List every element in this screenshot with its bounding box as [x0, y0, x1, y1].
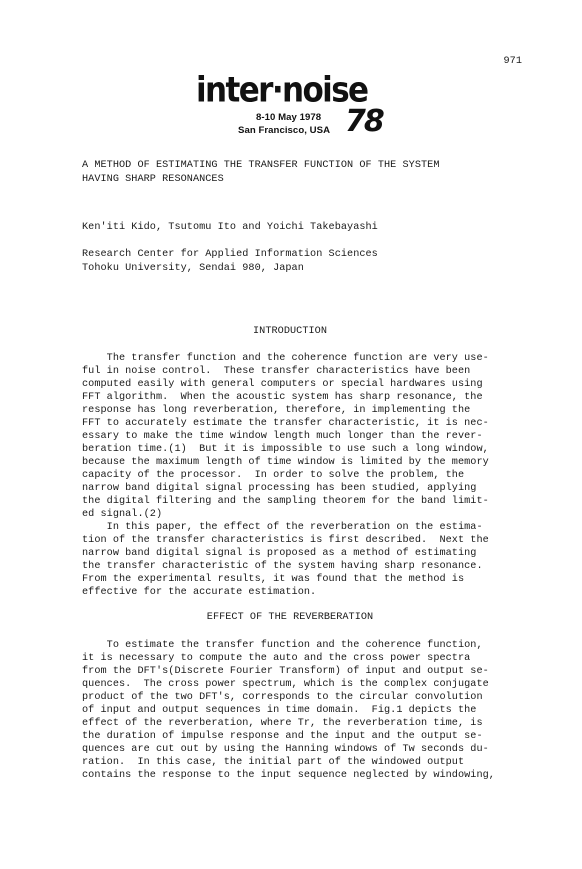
- affiliation-line-1: Research Center for Applied Information Sciences: [82, 249, 378, 260]
- body-line: The transfer function and the coherence function are very use-: [82, 353, 489, 364]
- section-heading-reverberation: EFFECT OF THE REVERBERATION: [206, 612, 374, 623]
- body-line: In this paper, the effect of the reverberation on the estima-: [82, 522, 483, 533]
- body-line: quences. The cross power spectrum, which is the complex conjugate: [82, 679, 489, 690]
- section-heading-introduction: INTRODUCTION: [253, 326, 327, 337]
- logo-dates: 8-10 May 1978: [256, 112, 322, 123]
- body-line: because the maximum length of time window is limited by the memory: [82, 457, 489, 468]
- paper-title-line-2: HAVING SHARP RESONANCES: [82, 174, 224, 185]
- body-line: beration time.(1) But it is impossible to use such a long window,: [82, 444, 489, 455]
- body-line: FFT algorithm. When the acoustic system has sharp resonance, the: [82, 392, 483, 403]
- conference-logo: [196, 70, 388, 140]
- body-line: the digital filtering and the sampling theorem for the band limit-: [82, 496, 489, 507]
- body-line: the transfer characteristic of the system having sharp resonance.: [82, 561, 483, 572]
- body-line: narrow band digital signal is proposed as a method of estimating: [82, 548, 477, 559]
- body-line: To estimate the transfer function and the coherence function,: [82, 640, 483, 651]
- body-line: computed easily with general computers or special hardwares using: [82, 379, 483, 390]
- body-line: the duration of impulse response and the input and the output se-: [82, 731, 483, 742]
- body-line: From the experimental results, it was found that the method is: [82, 574, 465, 585]
- logo-wordmark: inter·noise: [196, 70, 368, 111]
- page-number: 971: [503, 56, 522, 67]
- body-line: product of the two DFT's, corresponds to the circular convolution: [82, 692, 483, 703]
- paper-title-line-1: A METHOD OF ESTIMATING THE TRANSFER FUNCTION OF THE SYSTEM: [82, 160, 440, 171]
- body-line: ful in noise control. These transfer characteristics have been: [82, 366, 471, 377]
- body-line: it is necessary to compute the auto and the cross power spectra: [82, 653, 471, 664]
- body-line: of input and output sequences in time domain. Fig.1 depicts the: [82, 705, 477, 716]
- author-list: Ken'iti Kido, Tsutomu Ito and Yoichi Takebayashi: [82, 222, 378, 233]
- body-line: narrow band digital signal processing has been studied, applying: [82, 483, 477, 494]
- affiliation-line-2: Tohoku University, Sendai 980, Japan: [82, 263, 304, 274]
- body-line: effect of the reverberation, where Tr, the reverberation time, is: [82, 718, 483, 729]
- body-line: ed signal.(2): [82, 509, 163, 520]
- body-line: tion of the transfer characteristics is first described. Next the: [82, 535, 489, 546]
- body-line: ration. In this case, the initial part of the windowed output: [82, 757, 465, 768]
- logo-year: 78: [345, 104, 383, 139]
- body-line: capacity of the processor. In order to solve the problem, the: [82, 470, 465, 481]
- body-line: contains the response to the input sequence neglected by windowing,: [82, 770, 495, 781]
- logo-location: San Francisco, USA: [238, 125, 331, 136]
- body-line: response has long reverberation, therefore, in implementing the: [82, 405, 471, 416]
- body-line: from the DFT's(Discrete Fourier Transform) of input and output se-: [82, 666, 489, 677]
- body-line: FFT to accurately estimate the transfer characteristic, it is nec-: [82, 418, 489, 429]
- body-line: effective for the accurate estimation.: [82, 587, 317, 598]
- body-line: essary to make the time window length much longer than the rever-: [82, 431, 483, 442]
- body-line: quences are cut out by using the Hanning windows of Tw seconds du-: [82, 744, 489, 755]
